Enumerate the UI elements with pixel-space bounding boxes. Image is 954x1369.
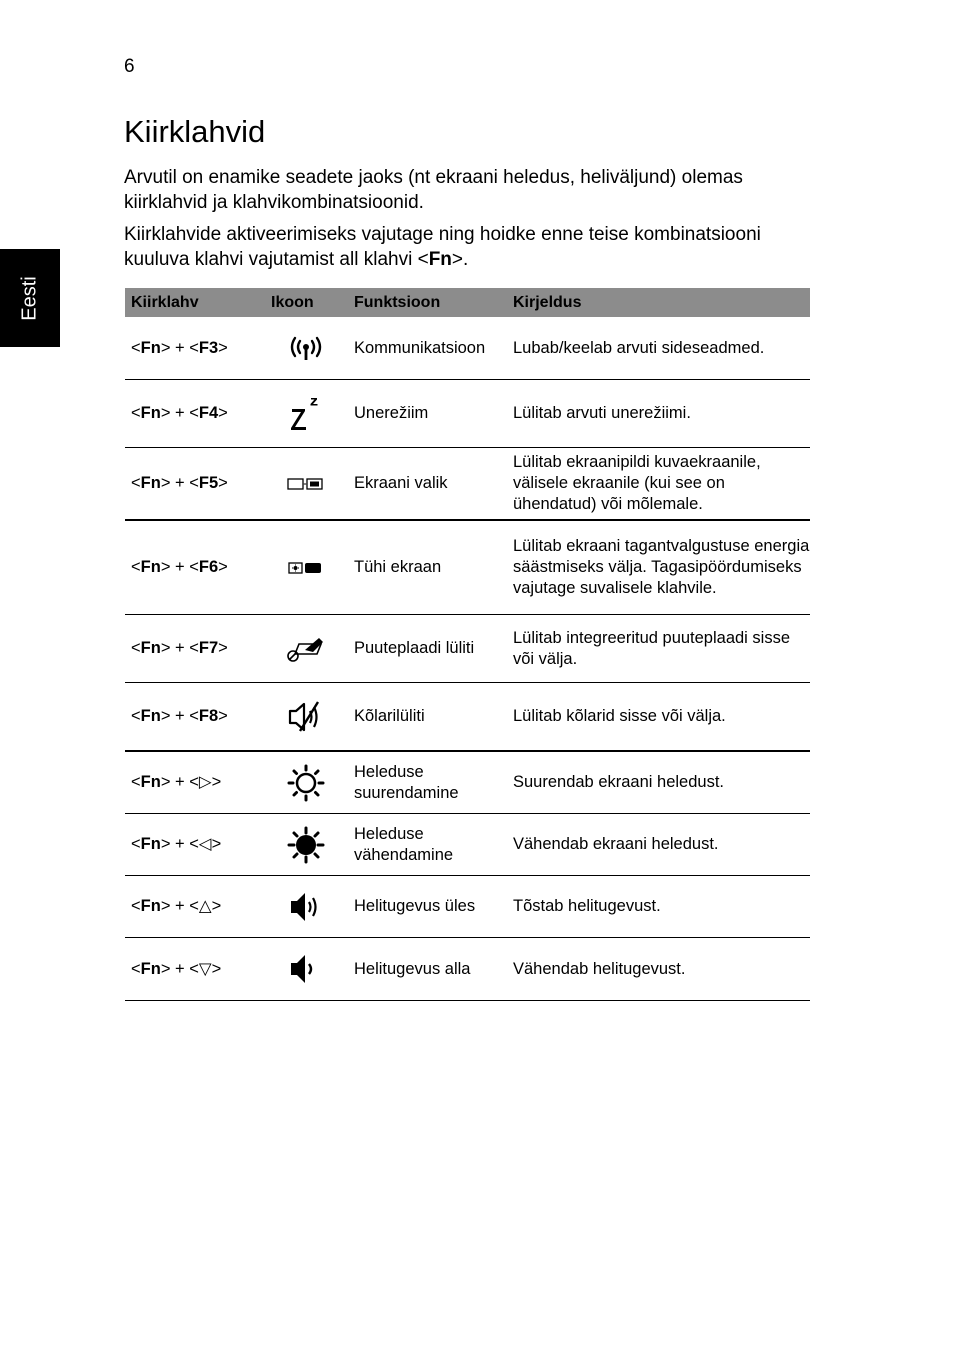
function-key: ▽ [198,959,212,978]
description-cell: Lubab/keelab arvuti sideseadmed. [513,338,765,357]
table-row [125,814,810,876]
function-cell: Heleduse suurendamine [354,762,459,802]
icon-cell [265,560,349,576]
function-key: ◁ [198,835,212,853]
hotkey-cell: <Fn> + <◁> [131,835,222,853]
table-row [125,448,810,521]
icon-cell [265,890,349,924]
touchpad-toggle-icon [285,634,327,664]
function-key: F8 [198,707,219,725]
hotkey-cell: <Fn> + <▽> [131,959,222,978]
fn-key: Fn [140,404,161,422]
fn-key: Fn [140,835,161,853]
hotkey-cell: <Fn> + <F6> [131,558,228,576]
description-cell: Vähendab ekraani heledust. [513,835,719,853]
header-icon: Ikoon [271,293,314,311]
function-key: F6 [198,558,219,576]
wireless-communication-icon [286,333,326,363]
description-cell: Tõstab helitugevust. [513,897,661,915]
icon-cell [265,333,349,363]
page-title: Kiirklahvid [124,114,266,149]
function-key: F4 [198,404,219,422]
hotkey-cell: <Fn> + <△> [131,897,222,915]
icon-cell [265,825,349,865]
page-number: 6 [124,56,135,77]
function-cell: Ekraani valik [354,474,448,492]
table-header [125,288,810,317]
volume-up-icon [287,890,325,924]
speaker-mute-icon [286,700,326,734]
table-row [125,938,810,1001]
fn-key: Fn [140,959,161,978]
function-key: F5 [198,474,219,492]
sleep-zz-icon [289,395,323,433]
fn-key: Fn [140,707,161,725]
intro-paragraph-2 [124,222,824,272]
table-row [125,317,810,380]
function-key: F7 [198,639,219,657]
function-cell: Helitugevus alla [354,959,471,978]
icon-cell [265,634,349,664]
hotkey-table [125,288,810,1001]
table-row [125,380,810,448]
description-cell: Lülitab ekraani tagantvalgustuse energia säästmiseks välja. Tagasipöördumiseks vajutage suvalisele klahvile. [513,537,810,597]
hotkey-cell: <Fn> + <F4> [131,404,228,422]
volume-down-icon [287,952,325,986]
icon-cell [265,700,349,734]
function-cell: Unerežiim [354,404,429,422]
function-key: F3 [198,338,219,357]
fn-key: Fn [140,558,161,576]
brightness-up-icon [286,763,326,803]
icon-cell [265,952,349,986]
intro-key-open: < [417,249,429,270]
language-tab-label: Eesti [18,275,41,321]
fn-key: Fn [140,773,161,791]
hotkey-cell: <Fn> + <F5> [131,474,228,492]
description-cell: Lülitab integreeritud puuteplaadi sisse või välja. [513,628,791,668]
header-description: Kirjeldus [513,293,582,311]
icon-cell [265,763,349,803]
function-cell: Helitugevus üles [354,897,476,915]
hotkey-cell: <Fn> + <F7> [131,639,228,657]
function-cell: Kommunikatsioon [354,338,486,357]
function-cell: Heleduse vähendamine [354,824,454,864]
display-switch-icon [286,476,326,492]
description-cell: Vähendab helitugevust. [513,959,686,978]
fn-key: Fn [140,338,161,357]
intro-key-fn: Fn [428,249,452,270]
table-row [125,521,810,615]
display-off-icon [286,560,326,576]
icon-cell [265,476,349,492]
description-cell: Lülitab arvuti unerežiimi. [513,404,691,422]
table-row [125,683,810,752]
intro-paragraph-2-text: Kiirklahvide aktiveerimiseks vajutage ning hoidke enne teise kombinatsiooni kuuluva klahvi vajutamist all klahvi [124,224,761,270]
function-cell: Puuteplaadi lüliti [354,639,475,657]
table-row [125,876,810,938]
function-cell: Tühi ekraan [354,558,442,576]
brightness-down-icon [286,825,326,865]
fn-key: Fn [140,639,161,657]
hotkey-cell: <Fn> + <▷> [131,773,222,791]
description-cell: Lülitab kõlarid sisse või välja. [513,707,726,725]
header-function: Funktsioon [354,293,441,311]
function-key: ▷ [198,773,212,791]
language-tab [0,249,60,347]
hotkey-cell: <Fn> + <F8> [131,707,228,725]
function-key: △ [198,897,212,915]
intro-key-close: >. [451,249,469,270]
description-cell: Suurendab ekraani heledust. [513,773,724,791]
fn-key: Fn [140,474,161,492]
icon-cell [265,395,349,433]
intro-paragraph-1: Arvutil on enamike seadete jaoks (nt ekraani heledus, heliväljund) olemas kiirklahvid ja klahvikombinatsioonid. [124,167,743,213]
description-cell: Lülitab ekraanipildi kuvaekraanile, välisele ekraanile (kui see on ühendatud) või mõlemale. [513,453,761,513]
header-hotkey: Kiirklahv [131,293,199,311]
hotkey-cell: <Fn> + <F3> [131,338,228,357]
fn-key: Fn [140,897,161,915]
function-cell: Kõlarilüliti [354,707,425,725]
table-row [125,752,810,814]
table-row [125,615,810,683]
